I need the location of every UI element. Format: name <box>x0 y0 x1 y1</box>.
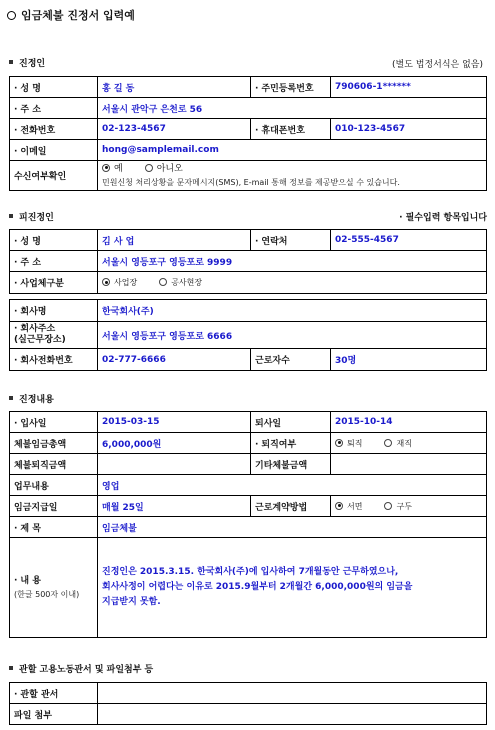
leave-date-label: 퇴사일 <box>251 412 331 433</box>
company-address-label-sub: (실근무장소) <box>14 335 66 345</box>
radio-unchecked-icon[interactable] <box>384 439 392 447</box>
job-label: 업무내용 <box>10 475 98 496</box>
consent-no-option[interactable] <box>145 164 183 174</box>
respondent-name-field[interactable]: 김 사 업 <box>98 230 251 251</box>
required-note: · 필수입력 항목입니다 <box>399 213 487 223</box>
details-table <box>9 411 487 638</box>
retired-no-option[interactable] <box>384 439 411 448</box>
business-type-site-label: 사업장 <box>114 278 138 287</box>
respondent-contact-label: · 연락처 <box>251 230 331 251</box>
retired-label: · 퇴직여부 <box>251 433 331 454</box>
office-label: · 관할 관서 <box>10 683 98 704</box>
consent-yes-option[interactable] <box>102 164 123 174</box>
subject-label: · 제 목 <box>10 517 98 538</box>
respondent-contact-field[interactable]: 02-555-4567 <box>331 230 487 251</box>
section-details <box>9 392 54 405</box>
bullet-icon <box>9 214 13 218</box>
join-date-field[interactable]: 2015-03-15 <box>98 412 251 433</box>
respondent-address-label: · 주 소 <box>10 251 98 272</box>
contract-method-cell <box>331 496 487 517</box>
section-office <box>9 662 153 675</box>
complainant-name-field[interactable]: 홍 길 동 <box>98 77 251 98</box>
section-details-label: 진정내용 <box>19 395 54 405</box>
section-complainant <box>9 56 45 69</box>
join-date-label: · 입사일 <box>10 412 98 433</box>
radio-checked-icon[interactable] <box>335 502 343 510</box>
respondent-address-field[interactable]: 서울시 영등포구 영등포로 9999 <box>98 251 487 272</box>
retired-yes-option[interactable] <box>335 439 362 448</box>
job-field[interactable]: 영업 <box>98 475 487 496</box>
complainant-email-field[interactable]: hong@samplemail.com <box>98 140 487 161</box>
unpaid-total-label: 체불임금총액 <box>10 433 98 454</box>
circle-icon <box>7 11 16 20</box>
consent-yes-label: 예 <box>114 163 123 174</box>
page-title-text: 임금체불 진정서 입력예 <box>21 9 135 22</box>
business-type-option-site[interactable] <box>102 278 137 287</box>
bullet-icon <box>9 396 13 400</box>
complainant-rrn-label: · 주민등록번호 <box>251 77 331 98</box>
employees-label: 근로자수 <box>251 349 331 371</box>
consent-cell <box>98 161 487 191</box>
bullet-icon <box>9 60 13 64</box>
retired-yes-label: 퇴직 <box>347 438 363 448</box>
content-label: · 내 용 <box>14 574 93 588</box>
respondent-name-label: · 성 명 <box>10 230 98 251</box>
unpaid-total-field[interactable]: 6,000,000원 <box>98 433 251 454</box>
business-type-cell <box>98 272 487 294</box>
retired-no-label: 재직 <box>396 438 412 448</box>
content-sublabel: (한글 500자 이내) <box>14 589 80 599</box>
complainant-address-field[interactable]: 서울시 관악구 은천로 56 <box>98 98 487 119</box>
complainant-mobile-field[interactable]: 010-123-4567 <box>331 119 487 140</box>
contract-oral-option[interactable] <box>384 502 411 511</box>
complainant-email-label: · 이메일 <box>10 140 98 161</box>
unpaid-severance-label: 체불퇴직금액 <box>10 454 98 475</box>
consent-description: 민원신청 처리상황을 문자메시지(SMS), E-mail 통해 정보를 제공받으실 수 있습니다. <box>102 177 400 187</box>
radio-unchecked-icon[interactable] <box>145 164 153 172</box>
radio-checked-icon[interactable] <box>335 439 343 447</box>
respondent-table <box>9 229 487 294</box>
complainant-rrn-field[interactable]: 790606-1****** <box>331 77 487 98</box>
contract-written-option[interactable] <box>335 502 362 511</box>
company-phone-field[interactable]: 02-777-6666 <box>98 349 251 371</box>
bullet-icon <box>9 666 13 670</box>
leave-date-field[interactable]: 2015-10-14 <box>331 412 487 433</box>
company-name-label: · 회사명 <box>10 300 98 322</box>
complainant-phone-label: · 전화번호 <box>10 119 98 140</box>
company-address-label-text: · 회사주소 <box>14 324 93 335</box>
content-line: 진정인은 2015.3.15. 한국회사(주)에 입사하여 7개월동안 근무하였으나, <box>102 567 399 577</box>
complainant-note: (별도 법정서식은 없음) <box>392 60 483 70</box>
complainant-phone-field[interactable]: 02-123-4567 <box>98 119 251 140</box>
contract-written-label: 서면 <box>347 501 363 511</box>
employees-field[interactable]: 30명 <box>331 349 487 371</box>
retired-cell <box>331 433 487 454</box>
radio-checked-icon[interactable] <box>102 278 110 286</box>
content-label-cell <box>10 538 98 638</box>
complainant-table <box>9 76 487 191</box>
office-field[interactable] <box>98 683 487 704</box>
company-name-field[interactable]: 한국회사(주) <box>98 300 487 322</box>
radio-unchecked-icon[interactable] <box>384 502 392 510</box>
complainant-mobile-label: · 휴대폰번호 <box>251 119 331 140</box>
content-line: 회사사정이 어렵다는 이유로 2015.9월부터 2개월간 6,000,000원의 임금을 <box>102 582 413 592</box>
other-unpaid-label: 기타체불금액 <box>251 454 331 475</box>
company-address-label <box>10 322 98 349</box>
section-complainant-label: 진정인 <box>19 59 46 69</box>
section-respondent-label: 피진정인 <box>19 213 54 223</box>
section-office-label: 관할 고용노동관서 및 파일첨부 등 <box>19 665 154 675</box>
payday-label: 임금지급일 <box>10 496 98 517</box>
unpaid-severance-field[interactable] <box>98 454 251 475</box>
business-type-construction-label: 공사현장 <box>171 278 203 287</box>
complainant-address-label: · 주 소 <box>10 98 98 119</box>
payday-field[interactable]: 매월 25일 <box>98 496 251 517</box>
content-textarea[interactable] <box>98 538 487 638</box>
content-line: 지급받지 못함. <box>102 597 161 607</box>
contract-method-label: 근로계약방법 <box>251 496 331 517</box>
consent-no-label: 아니오 <box>156 163 183 174</box>
section-respondent <box>9 210 54 223</box>
business-type-label: · 사업체구분 <box>10 272 98 294</box>
contract-oral-label: 구두 <box>396 501 412 511</box>
radio-checked-icon[interactable] <box>102 164 110 172</box>
company-phone-label: · 회사전화번호 <box>10 349 98 371</box>
subject-field[interactable]: 임금체불 <box>98 517 487 538</box>
attach-field[interactable] <box>98 704 487 725</box>
radio-unchecked-icon[interactable] <box>159 278 167 286</box>
business-type-option-construction[interactable] <box>159 278 202 287</box>
other-unpaid-field[interactable] <box>331 454 487 475</box>
complainant-name-label: · 성 명 <box>10 77 98 98</box>
page-title <box>7 7 135 23</box>
consent-label: 수신여부확인 <box>10 161 98 191</box>
office-table <box>9 682 487 725</box>
attach-label: 파일 첨부 <box>10 704 98 725</box>
company-table <box>9 299 487 371</box>
company-address-field[interactable]: 서울시 영등포구 영등포로 6666 <box>98 322 487 349</box>
